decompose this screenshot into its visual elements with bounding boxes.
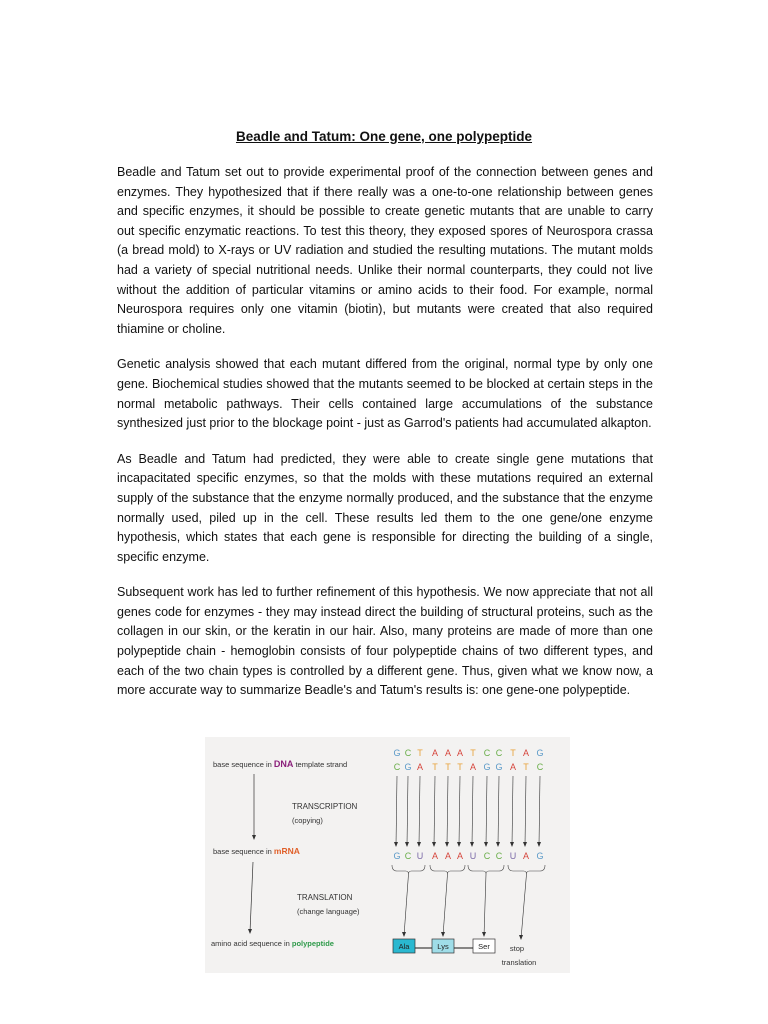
arrowhead-icon	[248, 929, 252, 934]
template-base: A	[416, 761, 424, 772]
transcription-arrow	[407, 776, 408, 845]
mrna-base: C	[495, 850, 503, 861]
arrowhead-icon	[402, 932, 406, 937]
template-base: T	[457, 761, 463, 772]
mrna-base: G	[393, 850, 401, 861]
template-base: G	[483, 761, 491, 772]
coding-base: A	[431, 747, 439, 758]
stop-label: stop	[509, 943, 525, 953]
mrna-base: A	[444, 850, 452, 861]
arrowhead-icon	[482, 932, 486, 937]
transcription-arrow	[396, 776, 397, 845]
mrna-base: U	[509, 850, 517, 861]
codon-bracket	[468, 865, 504, 874]
paragraph: As Beadle and Tatum had predicted, they were able to create single gene mutations that incapacitated specific enzymes, so that the molds with these mutations required an external supply of the substance that the enzyme normally produced, and the substance that the enzyme normally used, piled up in the cell. These results led them to the one gene/one enzyme hypothesis, which states that each gene is responsible for directing the building of a single, specific enzyme.	[117, 451, 653, 564]
stop-label-2: translation	[501, 957, 537, 967]
translation-arrow	[443, 874, 448, 936]
arrowhead-icon	[457, 842, 461, 847]
coding-base: A	[444, 747, 452, 758]
arrowhead-icon	[441, 932, 445, 937]
translation-arrow	[404, 874, 409, 936]
transcription-arrow	[512, 776, 513, 845]
coding-base: C	[495, 747, 503, 758]
arrowhead-icon	[394, 842, 398, 847]
coding-base: C	[404, 747, 412, 758]
coding-base: A	[522, 747, 530, 758]
flow-arrow	[250, 862, 253, 932]
coding-base: T	[470, 747, 476, 758]
codon-bracket	[508, 865, 545, 874]
mrna-base: C	[404, 850, 412, 861]
template-base: G	[495, 761, 503, 772]
coding-base: T	[417, 747, 423, 758]
codon-bracket	[430, 865, 465, 874]
amino-acid-label: Ser	[478, 941, 490, 951]
mrna-label: base sequence in mRNA	[213, 845, 300, 856]
template-base: C	[536, 761, 544, 772]
translation-sub: (change language)	[297, 906, 360, 916]
transcription-arrow	[539, 776, 540, 845]
arrowhead-icon	[537, 842, 541, 847]
transcription-arrow	[472, 776, 473, 845]
mrna-base: A	[522, 850, 530, 861]
template-base: T	[432, 761, 438, 772]
mrna-base: A	[431, 850, 439, 861]
template-base: C	[393, 761, 401, 772]
transcription-sub: (copying)	[292, 815, 323, 825]
codon-bracket	[392, 865, 425, 874]
coding-base: G	[393, 747, 401, 758]
mrna-base: U	[469, 850, 477, 861]
transcription-arrow	[459, 776, 460, 845]
paragraph: Beadle and Tatum set out to provide experimental proof of the connection between genes and enzymes. They hypothesized that if there really was a one-to-one relationship between genes and specific enzymes, it should be possible to create genetic mutants that are unable to carry out specific enzymatic reactions. To test this theory, they exposed spores of Neurospora crassa (a bread mold) to X-rays or UV radiation and studied the resulting mutations. The mutant molds had a variety of special nutritional needs. Unlike their normal counterparts, they could not live without the addition of particular vitamins or amino acids to their food. For example, normal Neurospora requires only one vitamin (biotin), but mutants were created that also required thiamine or choline.	[117, 165, 653, 336]
mrna-base: G	[536, 850, 544, 861]
template-base: A	[469, 761, 477, 772]
translation-arrow	[484, 874, 486, 936]
page-title: Beadle and Tatum: One gene, one polypeptide	[235, 129, 533, 144]
coding-base: A	[456, 747, 464, 758]
transcription-arrow	[498, 776, 499, 845]
mrna-base: A	[456, 850, 464, 861]
paragraph: Genetic analysis showed that each mutant differed from the original, normal type by only one gene. Biochemical studies showed that the mutants seemed to be blocked at certain steps in the normal metabolic pathways. Their cells contained large accumulations of the substance synthesized just prior to the blockage point - just as Garrod's patients had accumulated alkapton.	[117, 357, 653, 431]
arrowhead-icon	[510, 842, 514, 847]
dna-label: base sequence in DNA template strand	[213, 758, 348, 769]
arrowhead-icon	[484, 842, 488, 847]
transcription-arrow	[486, 776, 487, 845]
document-body	[117, 163, 653, 701]
gene-expression-figure	[205, 737, 570, 973]
transcription-arrow	[419, 776, 420, 845]
polypeptide-label: amino acid sequence in polypeptide	[211, 938, 334, 948]
arrowhead-icon	[432, 842, 436, 847]
arrowhead-icon	[519, 935, 523, 940]
template-base: A	[509, 761, 517, 772]
template-base: T	[523, 761, 529, 772]
transcription-arrow	[525, 776, 526, 845]
arrowhead-icon	[405, 842, 409, 847]
translation-label: TRANSLATION	[297, 892, 353, 902]
gene-expression-diagram	[205, 737, 570, 973]
arrowhead-icon	[496, 842, 500, 847]
coding-base: T	[510, 747, 516, 758]
arrowhead-icon	[470, 842, 474, 847]
mrna-base: U	[416, 850, 424, 861]
amino-acid-label: Ala	[398, 941, 410, 951]
mrna-base: C	[483, 850, 491, 861]
template-base: T	[445, 761, 451, 772]
arrowhead-icon	[523, 842, 527, 847]
paragraph: Subsequent work has led to further refinement of this hypothesis. We now appreciate that not all genes code for enzymes - they may instead direct the building of structural proteins, such as the collagen in our skin, or the keratin in our hair. Also, many proteins are made of more than one polypeptide chain - hemoglobin consists of four polypeptide chains of two different types, and each of the two chain types is controlled by a different gene. Thus, given what we know now, a more accurate way to summarize Beadle's and Tatum's results is: one gene-one polypeptide.	[117, 585, 653, 698]
amino-acid-label: Lys	[437, 941, 449, 951]
arrowhead-icon	[252, 835, 256, 840]
transcription-label: TRANSCRIPTION	[292, 801, 358, 811]
template-base: G	[404, 761, 412, 772]
transcription-arrow	[447, 776, 448, 845]
translation-arrow	[521, 874, 527, 939]
coding-base: G	[536, 747, 544, 758]
arrowhead-icon	[445, 842, 449, 847]
coding-base: C	[483, 747, 491, 758]
transcription-arrow	[434, 776, 435, 845]
arrowhead-icon	[417, 842, 421, 847]
